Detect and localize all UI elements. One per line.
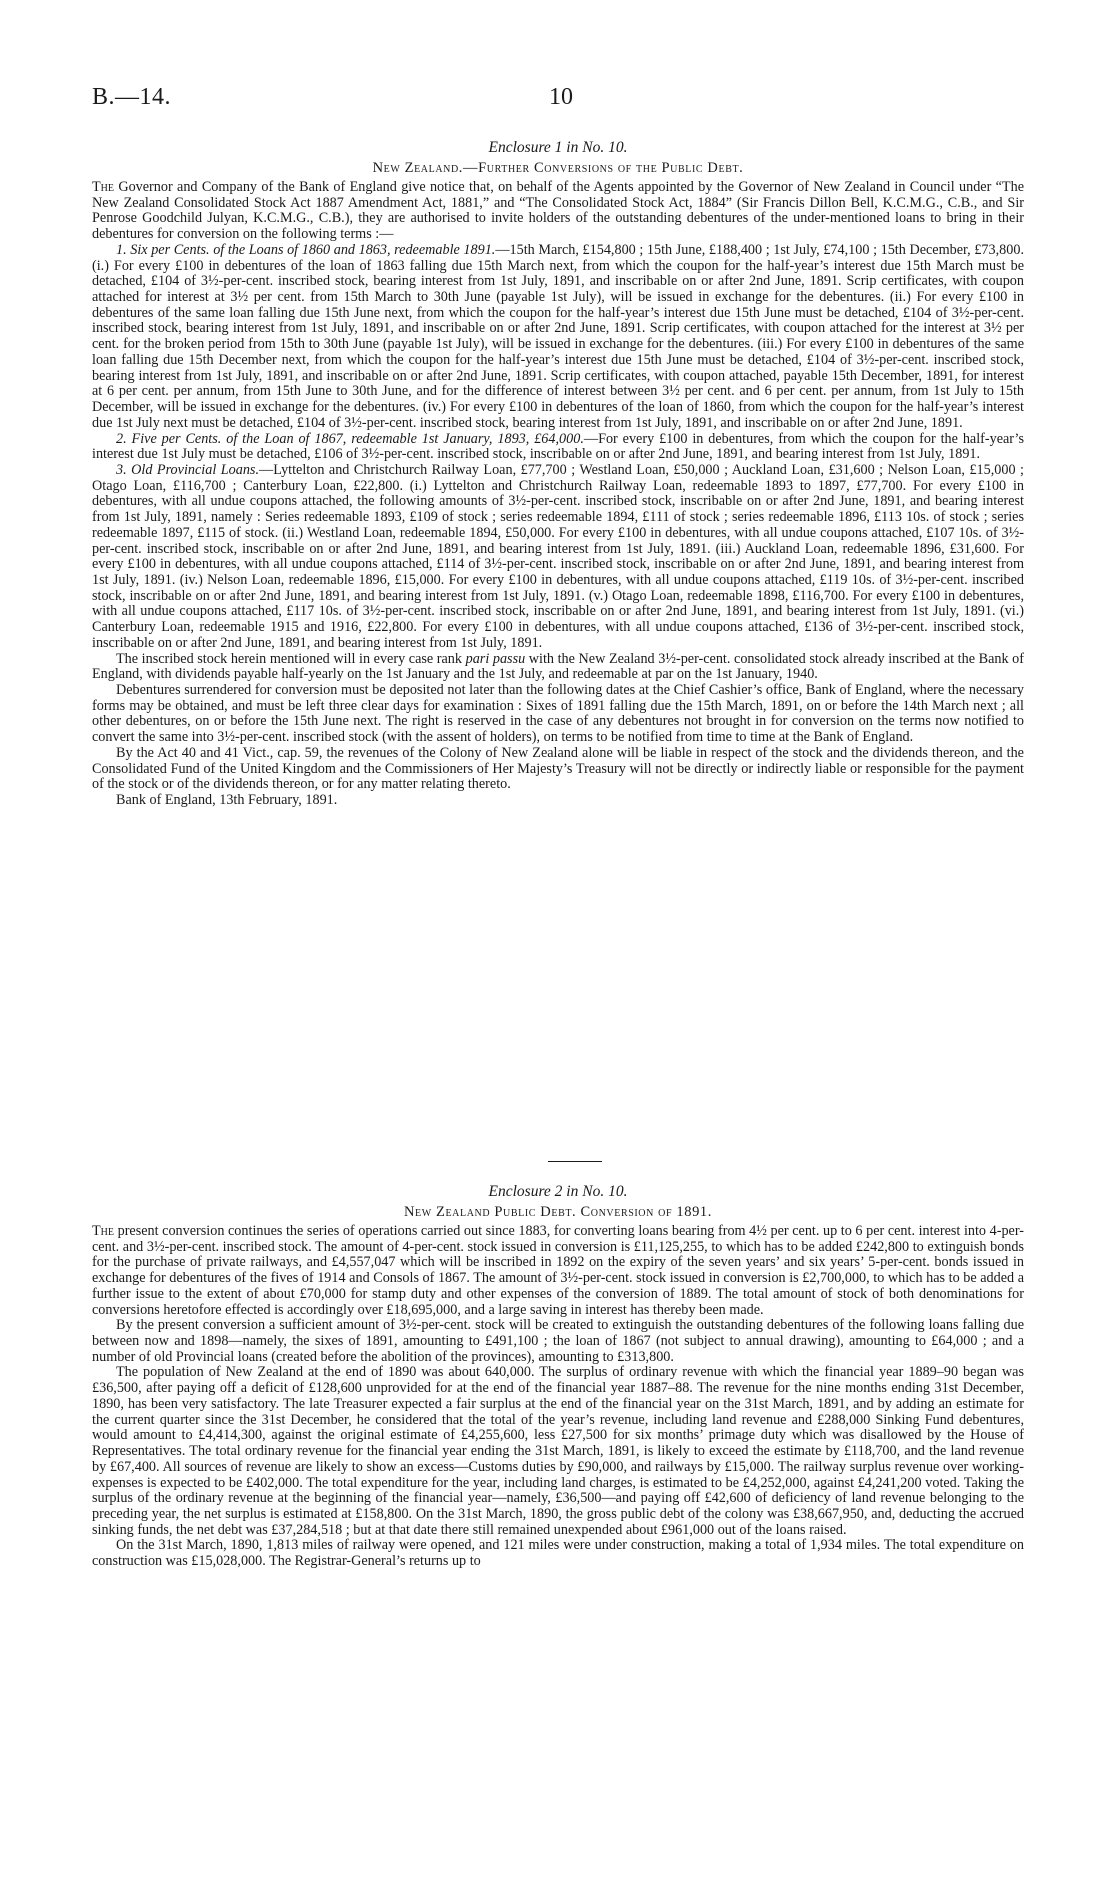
- intro-lead-word: The: [92, 179, 114, 195]
- intro-2-text: present conversion continues the series of operations carried out since 1883, for converting loans bearing from 4½ per cent. up to 6 per cent. interest into 4-per-cent. and 3½-per-cent. inscribed stock. The amount of 4-per-cent. stock issued in conversion is £11,125,255, to which has to be added £242,800 to extinguish bonds for the purchase of private railways, and £4,557,047 which will be inscribed in 1892 on the expiry of the seven years’ and six years’ 5-per-cent. bonds issued in exchange for debentures of the fives of 1914 and Consols of 1867. The amount of 3½-per-cent. stock issued in conversion is £2,700,000, to which has to be added a further issue to the extent of about £70,000 for stamp duty and other expenses of the conversion of 1889. The total amount of stock of both denominations for conversions heretofore effected is accordingly over £18,695,000, and a large saving in interest has thereby been made.: [92, 1223, 1024, 1318]
- item-3-heading: 3. Old Provincial Loans.: [116, 461, 259, 478]
- sufficient-amount-paragraph: By the present conversion a sufficient amount of 3½-per-cent. stock will be created to extinguish the outstanding debentures of the following loans falling due between now and 1898—namely, the sixes of 1891, amounting to £491,100 ; the loan of 1867 (not subject to annual drawing), amounting to £64,000 ; and a number of old Provincial loans (created before the abolition of the provinces), amounting to £313,800.: [92, 1317, 1024, 1365]
- enclosure-2-title: Enclosure 2 in No. 10.: [488, 1183, 628, 1200]
- item-2-paragraph: [92, 432, 1024, 463]
- enclosure-1-title: Enclosure 1 in No. 10.: [488, 139, 628, 156]
- railway-paragraph: On the 31st March, 1890, 1,813 miles of railway were opened, and 121 miles were under construction, making a total of 1,934 miles. The total expenditure on construction was £15,028,000. The Registrar-General’s returns up to: [92, 1537, 1024, 1570]
- item-3-text: —Lyttelton and Christchurch Railway Loan, £77,700 ; Westland Loan, £50,000 ; Auckland Loan, £31,600 ; Nelson Loan, £15,000 ; Otago Loan, £116,700 ; Canterbury Loan, £22,800. (i.) Lyttelton and Christchurch Railway Loan, redeemable 1893 to 1897, £77,700. For every £100 in debentures, with all undue coupons attached, the following amounts of 3½-per-cent. inscribed stock, inscribable on or after 2nd June, 1891, and bearing interest from 1st July, 1891, namely : Series redeemable 1893, £109 of stock ; series redeemable 1894, £111 of stock ; series redeemable 1896, £113 10s. of stock ; series redeemable 1897, £115 of stock. (ii.) Westland Loan, redeemable 1894, £50,000. For every £100 in debentures, with all undue coupons attached, £107 10s. of 3½-per-cent. inscribed stock, inscribable on or after 2nd June, 1891, and bearing interest from 1st July, 1891. (iii.) Auckland Loan, redeemable 1896, £31,600. For every £100 in debentures, with all undue coupons attached, £114 of 3½-per-cent. inscribed stock, inscribable on or after 2nd June, 1891, and bearing interest from 1st July, 1891. (iv.) Nelson Loan, redeemable 1896, £15,000. For every £100 in debentures, with all undue coupons attached, £119 10s. of 3½-per-cent. inscribed stock, inscribable on or after 2nd June, 1891, and bearing interest from 1st July, 1891. (v.) Otago Loan, redeemable 1898, £116,700. For every £100 in debentures, with all undue coupons attached, £117 10s. of 3½-per-cent. inscribed stock, inscribable on or after 2nd June, 1891, and bearing interest from 1st July, 1891. (vi.) Canterbury Loan, redeemable 1915 and 1916, £22,800. For every £100 in debentures, with all undue coupons attached, £136 of 3½-per-cent. inscribed stock, inscribable on or after 2nd June, 1891, and bearing interest from 1st July, 1891.: [92, 461, 1024, 651]
- item-2-text: —For every £100 in debentures, from which the coupon for the half-year’s interest due 1st July must be detached, £106 of 3½-per-cent. inscribed stock, inscribable on or after 2nd June, 1891, and bearing interest from 1st July, 1891.: [92, 430, 1025, 463]
- intro-text: Governor and Company of the Bank of England give notice that, on behalf of the Agents appointed by the Governor of New Zealand in Council under “The New Zealand Consolidated Stock Act 1887 Amendment Act, 1881,” and “The Consolidated Stock Act, 1884” (Sir Francis Dillon Bell, K.C.M.G., C.B., and Sir Penrose Goodchild Julyan, K.C.M.G., C.B.), they are authorised to invite holders of the outstanding debentures of the under-mentioned loans to bring in their debentures for conversion on the following terms :—: [92, 179, 1024, 243]
- act-paragraph: By the Act 40 and 41 Vict., cap. 59, the revenues of the Colony of New Zealand alone will be liable in respect of the stock and the dividends thereon, and the Consolidated Fund of the United Kingdom and the Commissioners of Her Majesty’s Treasury will not be directly or indirectly liable or responsible for the payment of the stock or of the dividends thereon, or for any matter relating thereto.: [92, 744, 1024, 793]
- page-number: 10: [549, 84, 573, 110]
- enclosure-2-heading: New Zealand Public Debt. Conversion of 1891.: [403, 1204, 713, 1220]
- item-1-text: —15th March, £154,800 ; 15th June, £188,400 ; 1st July, £74,100 ; 15th December, £73,800. (i.) For every £100 in debentures of the loan of 1863 falling due 15th March next, from which the coupon for the half-year’s interest due 15th March must be detached, £104 of 3½-per-cent. inscribed stock, bearing interest from 1st July, 1891, and inscribable on or after 2nd June, 1891. Scrip certificates, with coupon attached for interest at 3½ per cent. from 15th March to 30th June (payable 1st July), will be issued in exchange for the debentures. (ii.) For every £100 in debentures of the same loan falling due 15th June next, from which the coupon for the half-year’s interest due 15th June must be detached, £104 of 3½-per-cent. inscribed stock, bearing interest from 1st July, 1891, and inscribable on or after 2nd June, 1891. Scrip certificates, with coupon attached for the interest at 3½ per cent. for the broken period from 15th to 30th June (payable 1st July), will be issued in exchange for the debentures. (iii.) For every £100 in debentures of the same loan falling due 15th December next, from which the coupon for the half-year’s interest due 15th June must be detached, £104 of 3½-per-cent. inscribed stock, bearing interest from 1st July, 1891, and inscribable on or after 2nd June, 1891. Scrip certificates, with coupon attached, payable 15th December, 1891, for interest at 6 per cent. per annum, from 15th June to 30th June, and for the difference of interest between 3½ per cent. and 6 per cent. per annum, from 1st July to 15th December, will be issued in exchange for the debentures. (iv.) For every £100 in debentures of the loan of 1860, from which the coupon for the half-year’s interest due 1st July next must be detached, £104 of 3½-per-cent. inscribed stock, bearing interest from 1st July, 1891, and inscribable on or after 2nd June, 1891.: [92, 241, 1024, 431]
- item-3-paragraph: [92, 463, 1024, 652]
- enclosure-2: [92, 1183, 1024, 1570]
- report-reference: B.—14.: [92, 84, 172, 110]
- section-divider: [548, 1161, 602, 1162]
- enclosure-1: [92, 139, 1024, 809]
- enclosure-1-heading: New Zealand.—Further Conversions of the Public Debt.: [372, 160, 744, 176]
- signoff: Bank of England, 13th February, 1891.: [116, 792, 338, 809]
- item-1-heading: 1. Six per Cents. of the Loans of 1860 and 1863, redeemable 1891.: [116, 241, 496, 258]
- population-paragraph: The population of New Zealand at the end of 1890 was about 640,000. The surplus of ordinary revenue with which the financial year 1889–90 began was £36,500, after paying off a deficit of £128,600 unprovided for at the end of the financial year 1887–88. The revenue for the nine months ending 31st December, 1890, has been very satisfactory. The late Treasurer expected a fair surplus at the end of the financial year on the 31st March, 1891, and by adding an estimate for the current quarter since the 31st December, he considered that the total of the year’s revenue, including land revenue and £288,000 Sinking Fund debentures, would amount to £4,414,300, against the original estimate of £4,255,600, less £27,500 for six months’ primage duty which was disallowed by the House of Representatives. The total ordinary revenue for the financial year ending the 31st March, 1891, is likely to exceed the estimate by £118,700, and the land revenue by £67,400. All sources of revenue are likely to show an excess—Customs duties by £90,000, and railways by £15,000. The railway surplus revenue over working-expenses is expected to be £402,000. The total expenditure for the year, including land charges, is estimated to be £4,252,000, against £4,241,200 voted. Taking the surplus of the ordinary revenue at the beginning of the financial year—namely, £36,500—and paying off £42,600 of deficiency of land revenue belonging to the preceding year, the net surplus is estimated at £158,800. On the 31st March, 1890, the gross public debt of the colony was £38,667,950, and, deducting the accrued sinking funds, the net debt was £37,284,518 ; but at that date there still remained unexpended about £961,000 out of the loans raised.: [92, 1364, 1024, 1538]
- pari-passu-paragraph: [92, 652, 1024, 683]
- deposit-paragraph: Debentures surrendered for conversion must be deposited not later than the following dates at the Chief Cashier’s office, Bank of England, where the necessary forms may be obtained, and must be left three clear days for examination : Sixes of 1891 falling due the 15th March, 1891, on or before the 14th March next ; all other debentures, on or before the 15th June next. The right is reserved in the case of any debentures not brought in for conversion on the terms now notified to convert the same into 3½-per-cent. inscribed stock (with the assent of holders), on terms to be notified from time to time at the Bank of England.: [92, 682, 1024, 746]
- item-1-paragraph: [92, 243, 1024, 432]
- item-2-heading: 2. Five per Cents. of the Loan of 1867, redeemable 1st January, 1893, £64,000.: [116, 430, 584, 447]
- enclosure-1-intro: [92, 180, 1024, 243]
- enclosure-2-intro: [92, 1224, 1024, 1318]
- pari-passu-term: pari passu: [465, 650, 526, 667]
- intro-2-lead-word: The: [92, 1223, 114, 1239]
- pari-passu-text-b: with the New Zealand 3½-per-cent. consolidated stock already inscribed at the Bank of England, with dividends payable half-yearly on the 1st January and the 1st July, and redeemable at par on the 1st January, 1940.: [92, 650, 1024, 683]
- pari-passu-text-a: The inscribed stock herein mentioned will in every case rank: [116, 650, 466, 667]
